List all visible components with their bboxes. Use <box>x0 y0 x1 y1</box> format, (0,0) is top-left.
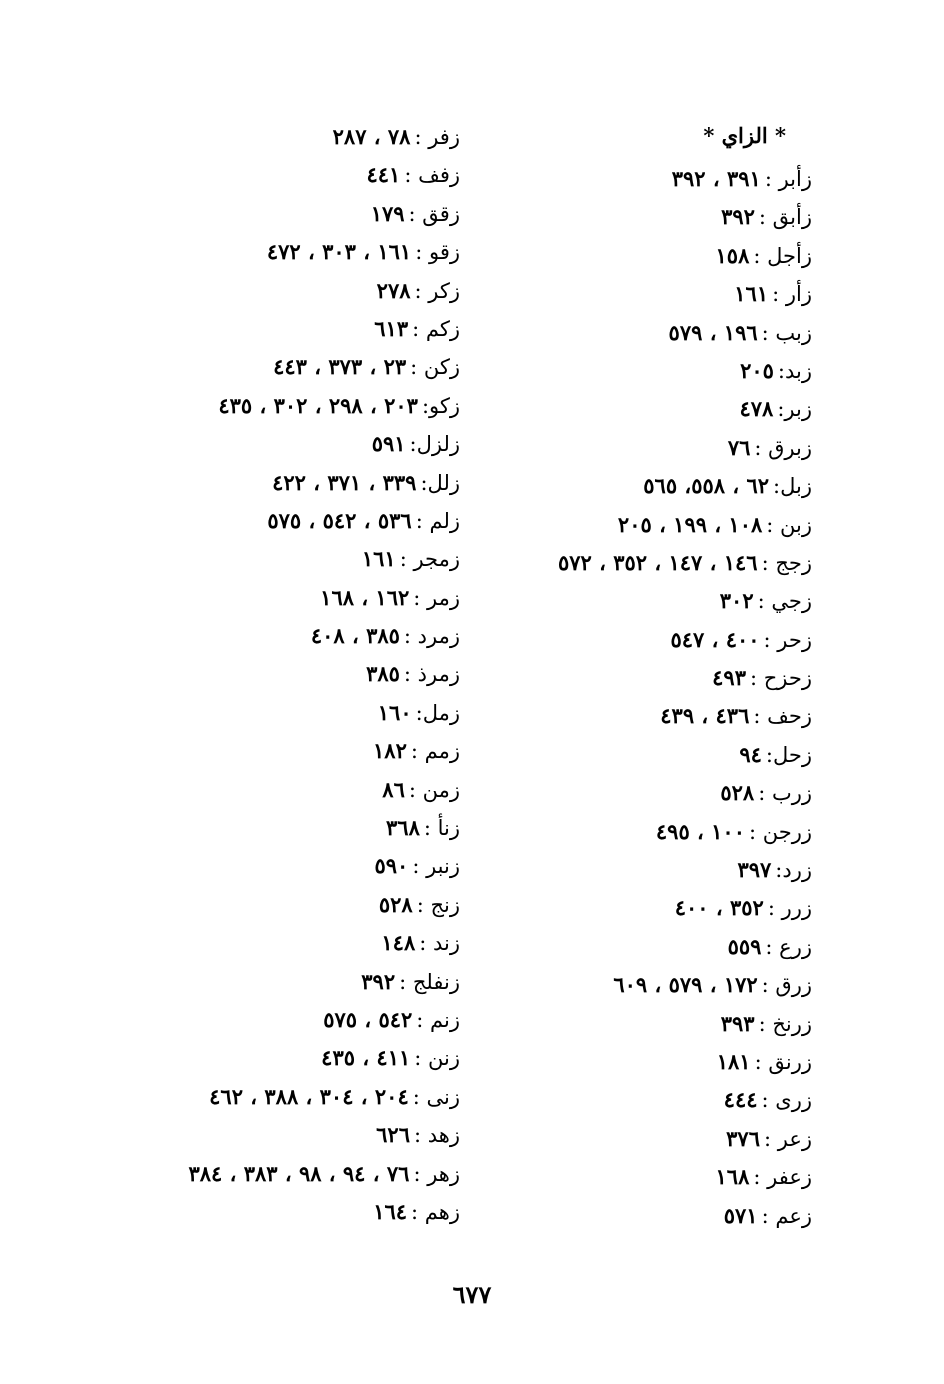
entry-page-refs: ٧٦ ، ٩٤ ، ٩٨ ، ٣٨٣ ، ٣٨٤ <box>188 1160 410 1186</box>
entry-root: زقو : <box>415 240 460 265</box>
entry-page-refs: ٣٩١ ، ٣٩٢ <box>671 166 761 191</box>
entry-page-refs: ١٦٨ <box>715 1164 750 1190</box>
entry-page-refs: ٣٠٢ <box>719 588 754 614</box>
entry-page-refs: ٢٠٥ <box>740 357 774 383</box>
index-entry <box>432 544 812 582</box>
entry-root: زأبق : <box>758 205 812 230</box>
entry-root: زهر : <box>413 1161 460 1186</box>
entry-page-refs: ٥٩٠ <box>374 853 409 879</box>
index-entry <box>432 467 812 505</box>
index-entry <box>100 1039 460 1077</box>
entry-page-refs: ١٩٦ ، ٥٧٩ <box>668 319 758 345</box>
entry-root: زرع : <box>765 934 812 959</box>
entry-root: زبر: <box>777 397 812 422</box>
index-entry <box>432 1005 812 1043</box>
index-entry <box>100 809 460 847</box>
index-entry <box>432 1120 812 1158</box>
entry-page-refs: ١٦٤ <box>373 1198 408 1224</box>
entry-root: زرق : <box>761 973 812 998</box>
index-entry <box>100 348 460 386</box>
entry-root: زمن : <box>408 777 460 802</box>
index-entry <box>432 813 812 851</box>
entry-page-refs: ٤٩٣ <box>712 665 746 691</box>
entry-root: زرجن : <box>749 819 812 844</box>
index-entry <box>432 429 812 467</box>
entry-root: زلم : <box>415 508 460 533</box>
entry-page-refs: ٧٦ <box>727 434 751 460</box>
entry-root: زنم : <box>416 1007 460 1032</box>
entry-page-refs: ٣٦٨ <box>386 815 420 841</box>
entry-page-refs: ٢٧٨ <box>376 277 411 303</box>
index-entry <box>432 390 812 428</box>
entry-root: زنفلج : <box>399 969 460 994</box>
entry-page-refs: ٤١١ ، ٤٣٥ <box>321 1045 411 1071</box>
entry-page-refs: ٢٠٣ ، ٢٩٨ ، ٣٠٢ ، ٤٣٥ <box>218 392 418 418</box>
index-entry <box>100 272 460 310</box>
entry-root: زرر : <box>767 896 812 921</box>
entry-root: زبن : <box>766 512 812 537</box>
index-entry <box>100 310 460 348</box>
entry-page-refs: ٤٣٦ ، ٤٣٩ <box>660 703 750 729</box>
entry-page-refs: ٨٦ <box>382 776 405 802</box>
entry-root: زمرد : <box>403 624 460 649</box>
index-entry <box>100 195 460 233</box>
entry-root: زفف : <box>404 163 460 188</box>
index-entry <box>432 1158 812 1196</box>
entry-root: زحف : <box>753 704 812 729</box>
index-entry <box>432 774 812 812</box>
entry-root: زنن : <box>414 1046 460 1071</box>
entry-page-refs: ١٧٢ ، ٥٧٩ ، ٦٠٩ <box>613 972 758 998</box>
index-entry <box>432 851 812 889</box>
entry-page-refs: ١٧٩ <box>370 200 405 226</box>
entry-root: زعر : <box>763 1126 812 1151</box>
index-entry <box>100 156 460 194</box>
entry-root: زنى : <box>412 1084 460 1109</box>
index-entry <box>432 237 812 275</box>
entry-page-refs: ٥٧١ <box>723 1202 758 1228</box>
index-entry <box>100 886 460 924</box>
entry-page-refs: ٣٩٣ <box>720 1010 755 1036</box>
entry-root: زفر : <box>414 125 460 149</box>
entry-page-refs: ٢٣ ، ٣٧٣ ، ٤٤٣ <box>273 354 407 380</box>
entry-page-refs: ٣٩٧ <box>737 857 772 883</box>
entry-root: زنأ : <box>423 816 460 841</box>
index-entry <box>432 966 812 1004</box>
index-column-left <box>100 120 460 1231</box>
index-entry <box>100 502 460 540</box>
entry-page-refs: ٥٢٨ <box>378 891 413 917</box>
index-entry <box>100 732 460 770</box>
entry-page-refs: ٦٢ ، ٥٥٨، ٥٦٥ <box>643 473 770 499</box>
index-entry <box>100 579 460 617</box>
entry-root: زرب : <box>758 781 812 806</box>
entry-page-refs: ٣٥٢ ، ٤٠٠ <box>674 895 764 921</box>
index-entry <box>100 771 460 809</box>
entry-page-refs: ٥٢٨ <box>720 780 755 806</box>
entry-root: زرد: <box>775 858 812 883</box>
index-entry <box>100 464 460 502</box>
index-entry <box>432 198 812 236</box>
page-number: ٦٧٧ <box>452 1280 492 1309</box>
entry-page-refs: ٥٤٢ ، ٥٧٥ <box>323 1006 413 1032</box>
entry-page-refs: ٩٤ <box>739 741 762 767</box>
entry-page-refs: ٣٨٥ <box>366 661 400 687</box>
index-entry <box>432 928 812 966</box>
entry-page-refs: ٤٠٠ ، ٥٤٧ <box>670 626 760 652</box>
entry-root: زنبر : <box>412 854 460 879</box>
entry-root: زمم : <box>410 739 460 764</box>
index-entry <box>432 1081 812 1119</box>
entry-page-refs: ٤٤١ <box>366 162 401 188</box>
index-entry <box>432 506 812 544</box>
entry-page-refs: ٧٨ ، ٢٨٧ <box>332 124 411 149</box>
entry-page-refs: ١٦١ <box>361 546 396 572</box>
index-entry <box>100 1078 460 1116</box>
entry-page-refs: ١٤٨ <box>381 930 416 956</box>
entry-page-refs: ٥٩١ <box>371 431 406 457</box>
entry-root: زكم : <box>412 316 460 341</box>
entry-page-refs: ٣٨٥ ، ٤٠٨ <box>310 623 400 649</box>
entry-page-refs: ١٦٢ ، ١٦٨ <box>320 584 410 610</box>
entry-list-right <box>432 160 812 1235</box>
entry-page-refs: ١٦٠ <box>377 699 412 725</box>
entry-root: زلزل: <box>409 432 460 457</box>
index-entry <box>432 275 812 313</box>
entry-root: زمرذ : <box>403 662 460 687</box>
index-entry <box>100 1116 460 1154</box>
entry-page-refs: ٤٧٨ <box>739 396 774 422</box>
entry-root: زرنق : <box>754 1049 812 1074</box>
entry-root: زبرق : <box>754 435 812 460</box>
entry-root: زحل: <box>765 742 812 767</box>
entry-root: زعم : <box>761 1203 812 1228</box>
entry-page-refs: ١٨١ <box>716 1048 751 1074</box>
entry-page-refs: ٤٤٤ <box>723 1087 758 1113</box>
entry-root: زجج : <box>761 550 812 575</box>
entry-page-refs: ٣٧٦ <box>726 1125 760 1151</box>
index-entry <box>100 617 460 655</box>
entry-page-refs: ١٥٨ <box>715 242 750 268</box>
entry-root: زهد : <box>414 1123 460 1148</box>
entry-root: زبد: <box>777 358 812 383</box>
index-entry <box>100 1001 460 1039</box>
entry-root: زمر : <box>413 585 460 610</box>
index-entry <box>432 621 812 659</box>
index-entry <box>432 697 812 735</box>
entry-page-refs: ٣٣٩ ، ٣٧١ ، ٤٢٢ <box>272 469 417 495</box>
entry-root: زند : <box>419 931 460 956</box>
index-entry <box>100 387 460 425</box>
index-entry <box>432 659 812 697</box>
entry-page-refs: ١٦١ ، ٣٠٣ ، ٤٧٢ <box>266 239 412 265</box>
entry-root: زكن : <box>410 355 460 380</box>
index-entry <box>100 1155 460 1193</box>
section-heading: * الزاي * <box>703 123 786 148</box>
index-entry <box>432 1197 812 1235</box>
entry-page-refs: ٣٩٢ <box>721 204 755 230</box>
entry-page-refs: ٥٥٩ <box>727 933 762 959</box>
entry-page-refs: ٦٢٦ <box>376 1122 410 1148</box>
index-entry <box>100 118 460 156</box>
entry-root: زحزح : <box>749 666 812 691</box>
entry-root: زكر : <box>414 278 460 303</box>
entry-root: زجي : <box>757 589 812 614</box>
index-entry <box>100 1193 460 1231</box>
entry-root: زهم : <box>411 1199 460 1224</box>
index-entry <box>432 582 812 620</box>
index-entry <box>432 314 812 352</box>
index-entry <box>100 425 460 463</box>
entry-root: زبب : <box>761 320 812 345</box>
entry-root: زكو: <box>421 393 460 418</box>
index-entry <box>100 694 460 732</box>
entry-root: زمجر : <box>399 547 460 572</box>
index-entry <box>100 963 460 1001</box>
entry-page-refs: ٦١٣ <box>374 315 409 341</box>
entry-root: زرى : <box>761 1088 812 1113</box>
entry-page-refs: ١٠٨ ، ١٩٩ ، ٢٠٥ <box>617 511 763 537</box>
entry-page-refs: ٥٣٦ ، ٥٤٢ ، ٥٧٥ <box>267 507 412 533</box>
index-entry <box>432 352 812 390</box>
entry-root: زحر : <box>763 627 812 652</box>
entry-page-refs: ١٨٢ <box>373 738 407 764</box>
index-entry <box>432 736 812 774</box>
entry-root: زأر : <box>772 282 812 307</box>
entry-page-refs: ٢٠٤ ، ٣٠٤ ، ٣٨٨ ، ٤٦٢ <box>209 1083 409 1109</box>
entry-page-refs: ٣٩٢ <box>361 968 396 994</box>
entry-root: زلل: <box>420 470 460 495</box>
index-entry <box>432 1043 812 1081</box>
entry-root: زقق : <box>408 201 460 226</box>
entry-root: زمل: <box>415 700 460 725</box>
entry-page-refs: ١٠٠ ، ٤٩٥ <box>655 818 745 844</box>
entry-root: زأجل : <box>753 243 812 268</box>
entry-root: زبل: <box>773 474 812 499</box>
index-entry <box>100 233 460 271</box>
index-entry <box>100 540 460 578</box>
entry-page-refs: ١٤٦ ، ١٤٧ ، ٣٥٢ ، ٥٧٢ <box>557 549 758 575</box>
entry-root: زأبر : <box>764 167 812 191</box>
entry-root: زعفر : <box>753 1165 812 1190</box>
index-entry <box>432 160 812 198</box>
entry-root: زنج : <box>416 892 460 917</box>
entry-list-left <box>100 118 460 1231</box>
index-entry <box>100 924 460 962</box>
entry-page-refs: ١٦١ <box>734 281 769 307</box>
index-entry <box>100 655 460 693</box>
entry-root: زرنخ : <box>758 1011 812 1036</box>
index-entry <box>432 889 812 927</box>
index-entry <box>100 847 460 885</box>
index-column-right <box>432 120 812 1235</box>
